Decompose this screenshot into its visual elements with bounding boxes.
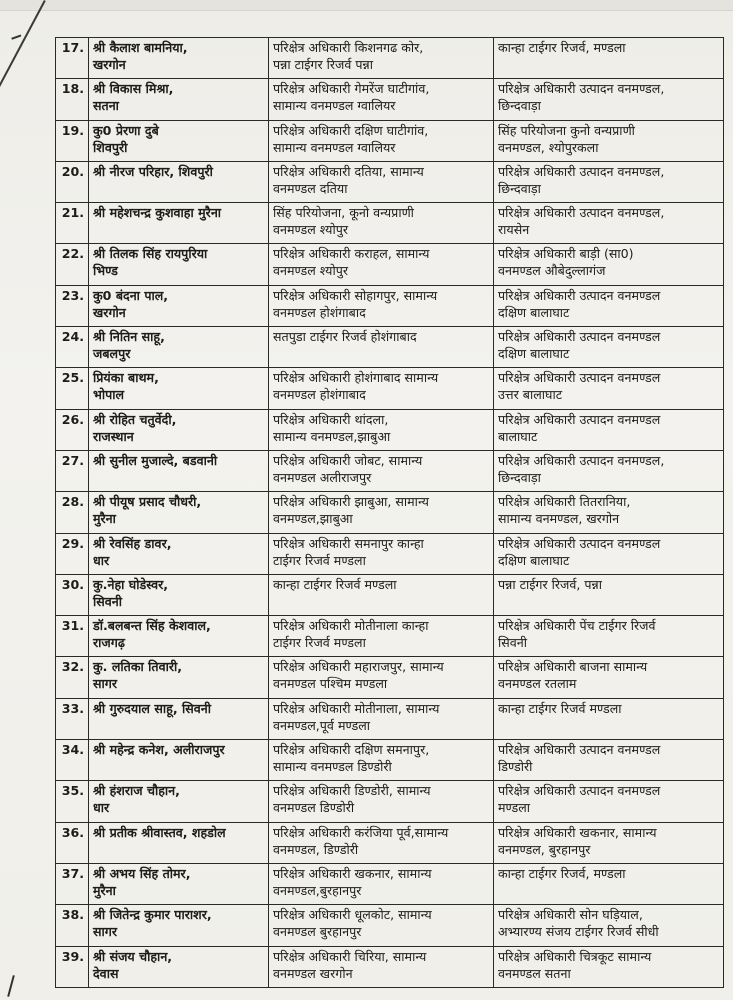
new-posting: परिक्षेत्र अधिकारी उत्पादन वनमण्डल, छिन्दवाड़ा — [494, 161, 724, 202]
officer-name: श्री पीयूष प्रसाद चौधरी, मुरैना — [89, 492, 269, 533]
serial-number: 20. — [56, 161, 89, 202]
serial-number: 21. — [56, 203, 89, 244]
officer-name: श्री जितेन्द्र कुमार पाराशर, सागर — [89, 905, 269, 946]
current-posting: परिक्षेत्र अधिकारी डिण्डोरी, सामान्य वनमण्डल डिण्डोरी — [269, 781, 494, 822]
officer-name: श्री विकास मिश्रा, सतना — [89, 79, 269, 120]
officer-name: श्री गुरुदयाल साहू, सिवनी — [89, 698, 269, 739]
current-posting: परिक्षेत्र अधिकारी खकनार, सामान्य वनमण्डल,बुरहानपुर — [269, 863, 494, 904]
current-posting: कान्हा टाईगर रिजर्व मण्डला — [269, 574, 494, 615]
officer-name: कु. लतिका तिवारी, सागर — [89, 657, 269, 698]
officer-name: श्री महेशचन्द्र कुशवाहा मुरैना — [89, 203, 269, 244]
current-posting: सिंह परियोजना, कूनो वन्यप्राणी वनमण्डल श्योपुर — [269, 203, 494, 244]
serial-number: 18. — [56, 79, 89, 120]
new-posting: परिक्षेत्र अधिकारी पेंच टाईगर रिजर्व सिवनी — [494, 616, 724, 657]
officer-name: श्री रोहित चतुर्वेदी, राजस्थान — [89, 409, 269, 450]
current-posting: परिक्षेत्र अधिकारी धूलकोट, सामान्य वनमण्डल बुरहानपुर — [269, 905, 494, 946]
table-row — [56, 740, 724, 781]
serial-number: 37. — [56, 863, 89, 904]
table-row — [56, 285, 724, 326]
new-posting: परिक्षेत्र अधिकारी खकनार, सामान्य वनमण्डल, बुरहानपुर — [494, 822, 724, 863]
officer-name: श्री प्रतीक श्रीवास्तव, शहडोल — [89, 822, 269, 863]
serial-number: 24. — [56, 327, 89, 368]
table-row — [56, 203, 724, 244]
current-posting: परिक्षेत्र अधिकारी झाबुआ, सामान्य वनमण्डल,झाबुआ — [269, 492, 494, 533]
serial-number: 23. — [56, 285, 89, 326]
new-posting: परिक्षेत्र अधिकारी उत्पादन वनमण्डल बालाघाट — [494, 409, 724, 450]
table-row — [56, 327, 724, 368]
table-row — [56, 781, 724, 822]
officer-name: श्री हंशराज चौहान, धार — [89, 781, 269, 822]
new-posting: परिक्षेत्र अधिकारी उत्पादन वनमण्डल दक्षिण बालाघाट — [494, 285, 724, 326]
current-posting: परिक्षेत्र अधिकारी सोहागपुर, सामान्य वनमण्डल होशंगाबाद — [269, 285, 494, 326]
serial-number: 17. — [56, 38, 89, 79]
table-row — [56, 533, 724, 574]
officer-name: श्री नीरज परिहार, शिवपुरी — [89, 161, 269, 202]
table-row — [56, 409, 724, 450]
table-row — [56, 616, 724, 657]
current-posting: परिक्षेत्र अधिकारी गेमरेंज घाटीगांव, सामान्य वनमण्डल ग्वालियर — [269, 79, 494, 120]
current-posting: परिक्षेत्र अधिकारी करंजिया पूर्व,सामान्य वनमण्डल, डिण्डोरी — [269, 822, 494, 863]
new-posting: परिक्षेत्र अधिकारी उत्पादन वनमण्डल, छिन्दवाड़ा — [494, 79, 724, 120]
current-posting: सतपुडा टाईगर रिजर्व होशंगाबाद — [269, 327, 494, 368]
current-posting: परिक्षेत्र अधिकारी मोतीनाला कान्हा टाईगर रिजर्व मण्डला — [269, 616, 494, 657]
officer-name: श्री संजय चौहान, देवास — [89, 946, 269, 987]
new-posting: परिक्षेत्र अधिकारी सोन घड़ियाल, अभ्यारण्य संजय टाईगर रिजर्व सीधी — [494, 905, 724, 946]
current-posting: परिक्षेत्र अधिकारी दक्षिण घाटीगांव, सामान्य वनमण्डल ग्वालियर — [269, 120, 494, 161]
current-posting: परिक्षेत्र अधिकारी दतिया, सामान्य वनमण्डल दतिया — [269, 161, 494, 202]
serial-number: 27. — [56, 450, 89, 491]
table-row — [56, 450, 724, 491]
table-row — [56, 120, 724, 161]
serial-number: 28. — [56, 492, 89, 533]
new-posting: परिक्षेत्र अधिकारी उत्पादन वनमण्डल डिण्डोरी — [494, 740, 724, 781]
new-posting: परिक्षेत्र अधिकारी उत्पादन वनमण्डल उत्तर बालाघाट — [494, 368, 724, 409]
serial-number: 25. — [56, 368, 89, 409]
serial-number: 36. — [56, 822, 89, 863]
new-posting: परिक्षेत्र अधिकारी बाड़ी (सा0) वनमण्डल औबेदुल्लागंज — [494, 244, 724, 285]
officer-name: कु0 बंदना पाल, खरगोन — [89, 285, 269, 326]
table-row — [56, 244, 724, 285]
new-posting: कान्हा टाईगर रिजर्व मण्डला — [494, 698, 724, 739]
officer-name: प्रियंका बाथम, भोपाल — [89, 368, 269, 409]
new-posting: परिक्षेत्र अधिकारी उत्पादन वनमण्डल दक्षिण बालाघाट — [494, 533, 724, 574]
new-posting: परिक्षेत्र अधिकारी उत्पादन वनमण्डल मण्डला — [494, 781, 724, 822]
new-posting: परिक्षेत्र अधिकारी बाजना सामान्य वनमण्डल रतलाम — [494, 657, 724, 698]
table-row — [56, 657, 724, 698]
table-row — [56, 79, 724, 120]
serial-number: 29. — [56, 533, 89, 574]
officer-name: कु.नेहा घोडेस्वर, सिवनी — [89, 574, 269, 615]
serial-number: 32. — [56, 657, 89, 698]
table-row — [56, 492, 724, 533]
serial-number: 19. — [56, 120, 89, 161]
table-row — [56, 698, 724, 739]
table-row — [56, 368, 724, 409]
officer-name: श्री अभय सिंह तोमर, मुरैना — [89, 863, 269, 904]
serial-number: 33. — [56, 698, 89, 739]
current-posting: परिक्षेत्र अधिकारी किशनगढ कोर, पन्ना टाईगर रिजर्व पन्ना — [269, 38, 494, 79]
new-posting: परिक्षेत्र अधिकारी तितरानिया, सामान्य वनमण्डल, खरगोन — [494, 492, 724, 533]
new-posting: परिक्षेत्र अधिकारी चित्रकूट सामान्य वनमण्डल सतना — [494, 946, 724, 987]
current-posting: परिक्षेत्र अधिकारी चिरिया, सामान्य वनमण्डल खरगोन — [269, 946, 494, 987]
new-posting: पन्ना टाईगर रिजर्व, पन्ना — [494, 574, 724, 615]
table-row — [56, 946, 724, 987]
new-posting: कान्हा टाईगर रिजर्व, मण्डला — [494, 863, 724, 904]
officer-name: श्री कैलाश बामनिया, खरगोन — [89, 38, 269, 79]
current-posting: परिक्षेत्र अधिकारी मोतीनाला, सामान्य वनमण्डल,पूर्व मण्डला — [269, 698, 494, 739]
serial-number: 35. — [56, 781, 89, 822]
current-posting: परिक्षेत्र अधिकारी थांदला, सामान्य वनमण्डल,झाबुआ — [269, 409, 494, 450]
serial-number: 30. — [56, 574, 89, 615]
current-posting: परिक्षेत्र अधिकारी समनापुर कान्हा टाईगर रिजर्व मण्डला — [269, 533, 494, 574]
current-posting: परिक्षेत्र अधिकारी कराहल, सामान्य वनमण्डल श्योपुर — [269, 244, 494, 285]
serial-number: 22. — [56, 244, 89, 285]
table-row — [56, 863, 724, 904]
new-posting: परिक्षेत्र अधिकारी उत्पादन वनमण्डल दक्षिण बालाघाट — [494, 327, 724, 368]
new-posting: परिक्षेत्र अधिकारी उत्पादन वनमण्डल, रायसेन — [494, 203, 724, 244]
table-row — [56, 161, 724, 202]
officer-name: श्री महेन्द्र कनेश, अलीराजपुर — [89, 740, 269, 781]
serial-number: 38. — [56, 905, 89, 946]
current-posting: परिक्षेत्र अधिकारी जोबट, सामान्य वनमण्डल अलीराजपुर — [269, 450, 494, 491]
officer-name: डॉ.बलबन्त सिंह केशवाल, राजगढ़ — [89, 616, 269, 657]
table-row — [56, 574, 724, 615]
officer-name: श्री रेवसिंह डावर, धार — [89, 533, 269, 574]
officer-name: श्री नितिन साहू, जबलपुर — [89, 327, 269, 368]
transfer-table-body — [56, 38, 724, 988]
page-top-edge — [0, 0, 733, 11]
officer-name: कु0 प्रेरणा दुबे शिवपुरी — [89, 120, 269, 161]
current-posting: परिक्षेत्र अधिकारी दक्षिण समनापुर, सामान्य वनमण्डल डिण्डोरी — [269, 740, 494, 781]
new-posting: सिंह परियोजना कुनो वन्यप्राणी वनमण्डल, श्योपुरकला — [494, 120, 724, 161]
current-posting: परिक्षेत्र अधिकारी होशंगाबाद सामान्य वनमण्डल होशंगाबाद — [269, 368, 494, 409]
serial-number: 26. — [56, 409, 89, 450]
officer-name: श्री सुनील मुजाल्दे, बडवानी — [89, 450, 269, 491]
new-posting: कान्हा टाईगर रिजर्व, मण्डला — [494, 38, 724, 79]
serial-number: 31. — [56, 616, 89, 657]
transfer-table — [55, 37, 724, 988]
new-posting: परिक्षेत्र अधिकारी उत्पादन वनमण्डल, छिन्दवाड़ा — [494, 450, 724, 491]
serial-number: 34. — [56, 740, 89, 781]
current-posting: परिक्षेत्र अधिकारी महाराजपुर, सामान्य वनमण्डल पश्चिम मण्डला — [269, 657, 494, 698]
table-row — [56, 822, 724, 863]
serial-number: 39. — [56, 946, 89, 987]
officer-name: श्री तिलक सिंह रायपुरिया भिण्ड — [89, 244, 269, 285]
table-row — [56, 38, 724, 79]
table-row — [56, 905, 724, 946]
